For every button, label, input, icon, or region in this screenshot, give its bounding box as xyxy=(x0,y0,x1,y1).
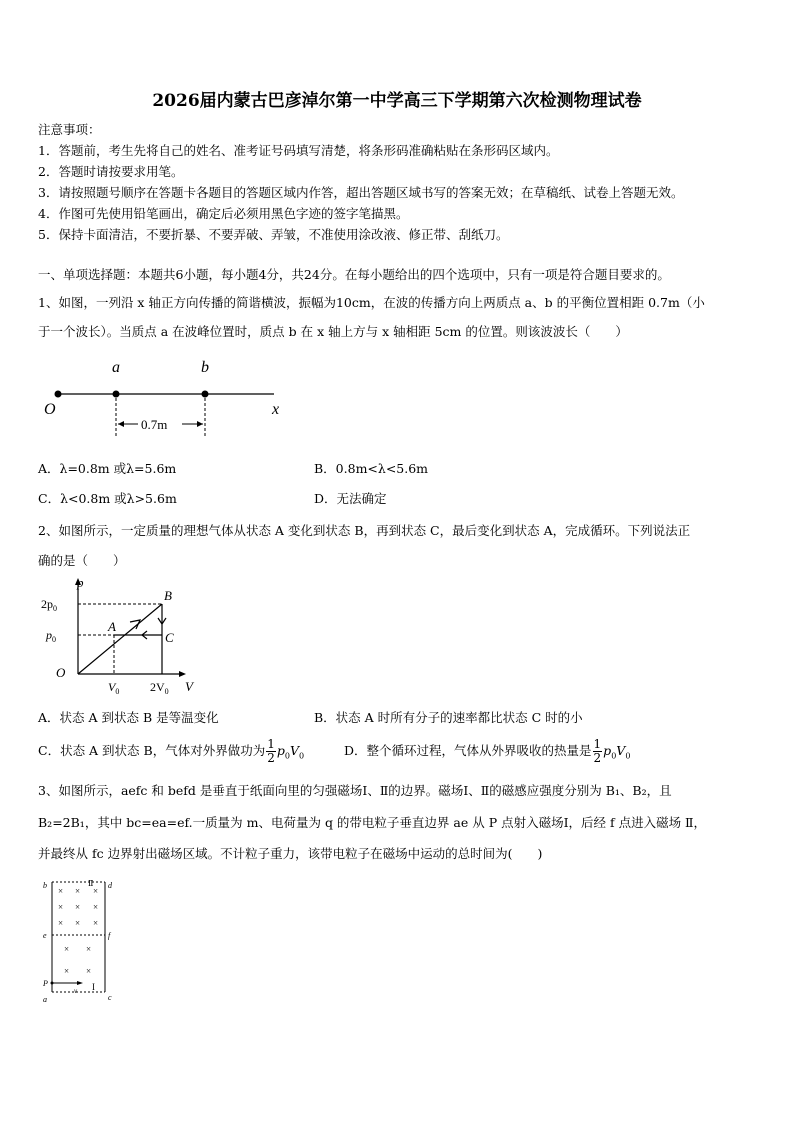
svg-text:P: P xyxy=(43,979,48,988)
fig-label-b: b xyxy=(201,359,209,376)
q1-wave-figure xyxy=(38,352,298,442)
q2-stem-line2: 确的是（ ） xyxy=(38,553,126,568)
q1-option-b: B．0.8m<λ<5.6m xyxy=(314,461,429,476)
notice-item: 1．答题前，考生先将自己的姓名、准考证号码填写清楚，将条形码准确粘贴在条形码区域内。 xyxy=(38,143,559,158)
svg-text:c: c xyxy=(108,993,112,1002)
q3-stem-line3: 并最终从 fc 边界射出磁场区域。不计粒子重力，该带电粒子在磁场中运动的总时间为( ) xyxy=(38,846,543,861)
fig-label-O: O xyxy=(44,401,56,418)
q2-option-c: C．状态 A 到状态 B，气体对外界做功为 $\frac{1}{2}$ $p_0V_0$ xyxy=(38,737,305,765)
svg-text:×: × xyxy=(58,902,64,912)
notice-item: 4．作图可先使用铅笔画出，确定后必须用黑色字迹的签字笔描黑。 xyxy=(38,206,409,221)
q1-option-d: D．无法确定 xyxy=(314,491,387,506)
fig-label-a: a xyxy=(112,359,120,376)
svg-text:×: × xyxy=(93,918,99,928)
q2-option-d: D．整个循环过程，气体从外界吸收的热量是 $\frac{1}{2}$ $p_0V_0$ xyxy=(344,737,631,765)
svg-text:×: × xyxy=(64,944,70,954)
q1-stem-line2: 于一个波长）。当质点 a 在波峰位置时，质点 b 在 x 轴上方与 x 轴相距 5cm 的位置。则该波波长（ ） xyxy=(38,324,628,339)
state-label-A: A xyxy=(108,619,116,634)
svg-text:f: f xyxy=(108,931,111,940)
q2-option-b: B．状态 A 时所有分子的速率都比状态 C 时的小 xyxy=(314,710,583,725)
fig-label-x: x xyxy=(272,401,280,418)
axis-label-V: V xyxy=(185,679,193,694)
svg-text:d: d xyxy=(108,881,112,890)
q2-option-a: A．状态 A 到状态 B 是等温变化 xyxy=(38,710,219,725)
q3-stem-line1: 3、如图所示，aefc 和 befd 是垂直于纸面向里的匀强磁场Ⅰ、Ⅱ的边界。磁场Ⅰ、Ⅱ的磁感应强度分别为 B₁、B₂，且 xyxy=(38,783,672,798)
svg-text:×: × xyxy=(58,918,64,928)
svg-text:×: × xyxy=(75,886,81,896)
q3-stem-line2: B₂=2B₁，其中 bc=ea=ef.一质量为 m、电荷量为 q 的带电粒子垂直边界 ae 从 P 点射入磁场Ⅰ，后经 f 点进入磁场 Ⅱ， xyxy=(38,815,707,830)
axis-label-p: p xyxy=(77,575,84,590)
svg-text:×: × xyxy=(75,902,81,912)
svg-text:×: × xyxy=(64,966,70,976)
svg-text:2V0: $2V_0$ xyxy=(150,680,169,696)
notice-item: 5．保持卡面清洁，不要折暴、不要弄破、弄皱，不准使用涂改液、修正带、刮纸刀。 xyxy=(38,227,509,242)
notice-item: 3．请按照题号顺序在答题卡各题目的答题区域内作答，超出答题区域书写的答案无效；在草稿纸、试卷上答题无效。 xyxy=(38,185,684,200)
origin-label: O xyxy=(56,665,66,680)
page-title: 2026届内蒙古巴彦淖尔第一中学高三下学期第六次检测物理试卷 xyxy=(152,91,642,111)
svg-text:a: a xyxy=(43,995,47,1004)
svg-text:×: × xyxy=(93,886,99,896)
q2-pv-diagram xyxy=(36,574,206,698)
svg-text:×: × xyxy=(86,944,92,954)
q3-magnetic-field-figure xyxy=(40,872,130,1004)
svg-text:b: b xyxy=(43,881,47,890)
q1-option-c: C．λ<0.8m 或λ>5.6m xyxy=(38,491,177,506)
notice-item: 2．答题时请按要求用笔。 xyxy=(38,164,184,179)
fig-distance-label: 0.7m xyxy=(141,417,168,432)
svg-text:e: e xyxy=(43,931,47,940)
state-label-C: C xyxy=(165,630,174,645)
svg-text:×: × xyxy=(93,902,99,912)
q2-stem-line1: 2、如图所示，一定质量的理想气体从状态 A 变化到状态 B，再到状态 C，最后变化到状态 A，完成循环。下列说法正 xyxy=(38,523,691,538)
svg-text:p0: $p_0$ xyxy=(46,628,56,644)
q1-stem-line1: 1、如图，一列沿 x 轴正方向传播的简谐横波，振幅为10cm，在波的传播方向上两质点 a、b 的平衡位置相距 0.7m（小 xyxy=(38,295,705,310)
svg-text:×: × xyxy=(58,886,64,896)
svg-text:2p0: $2p_0$ xyxy=(41,597,57,613)
q1-option-a: A．λ=0.8m 或λ=5.6m xyxy=(38,461,177,476)
svg-text:×: × xyxy=(75,918,81,928)
section-heading: 一、单项选择题：本题共6小题，每小题4分，共24分。在每小题给出的四个选项中，只有一项是符合题目要求的。 xyxy=(38,267,670,282)
svg-text:V0: $V_0$ xyxy=(108,680,120,696)
notice-heading: 注意事项： xyxy=(38,122,101,137)
state-label-B: B xyxy=(164,588,172,603)
svg-text:I: I xyxy=(92,982,95,992)
svg-text:v: v xyxy=(74,987,78,995)
svg-text:Ⅱ: Ⅱ xyxy=(88,879,94,888)
svg-text:×: × xyxy=(86,966,92,976)
